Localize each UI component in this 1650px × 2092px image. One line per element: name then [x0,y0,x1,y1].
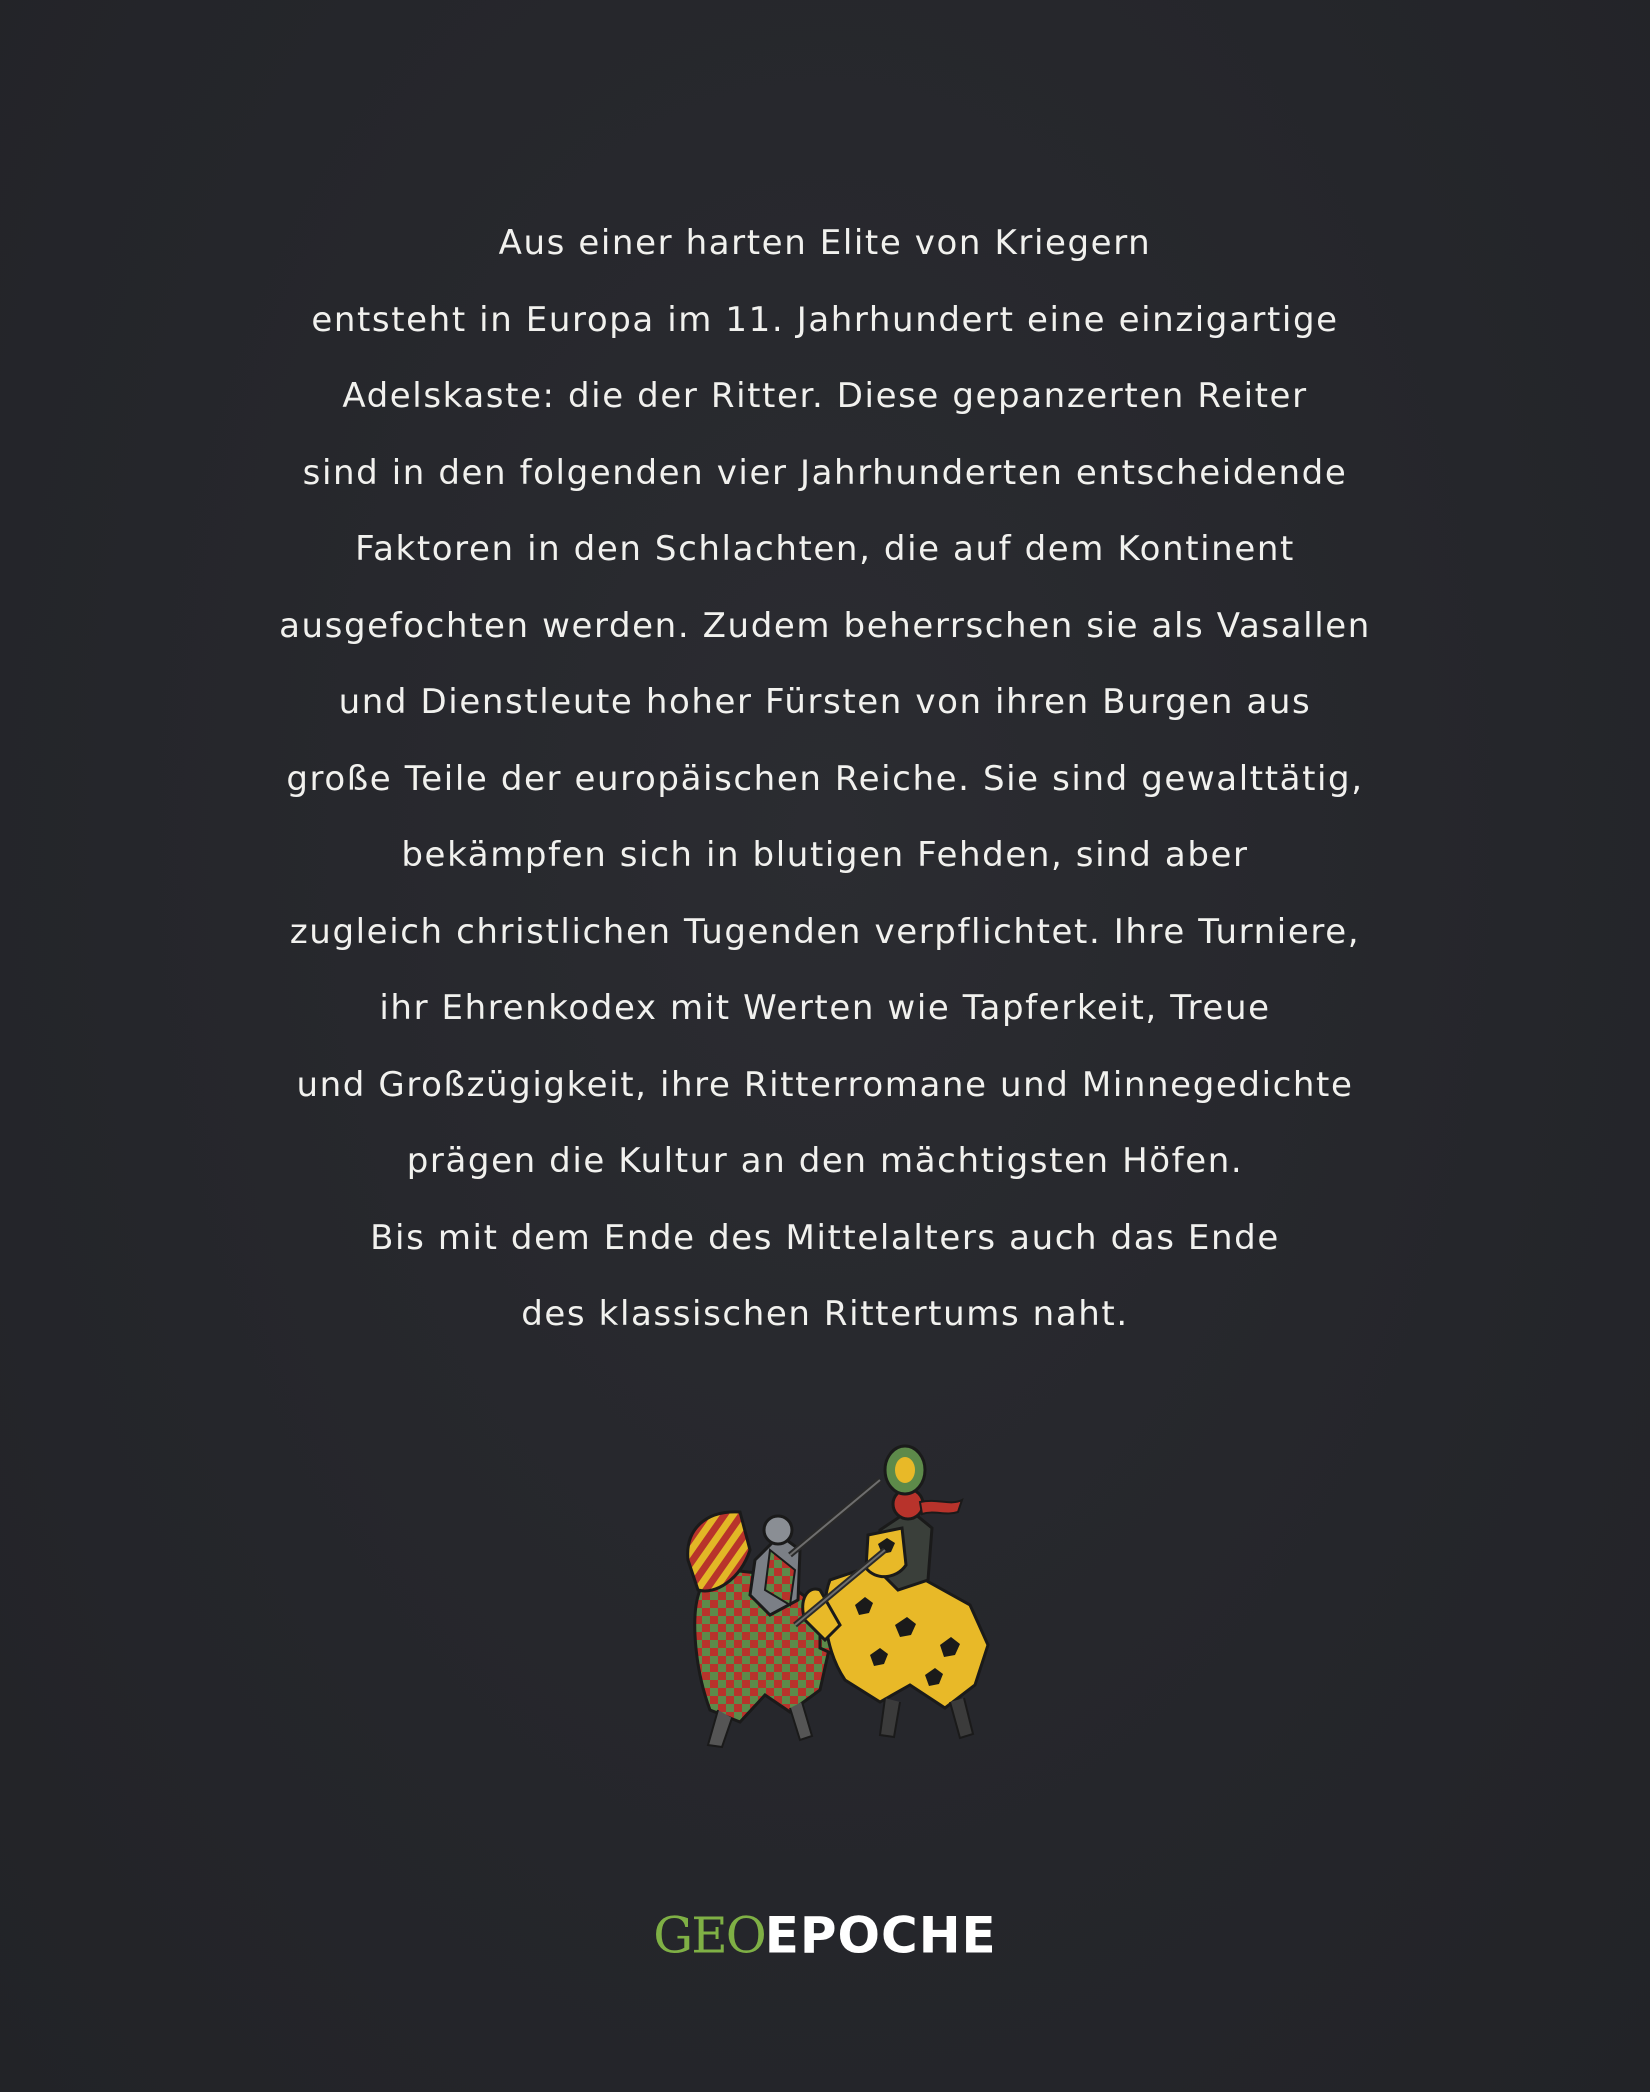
jousting-knights-illustration [670,1440,1000,1760]
intro-line: Aus einer harten Elite von Kriegern [498,223,1152,263]
intro-line: und Dienstleute hoher Fürsten von ihren Burgen aus [338,682,1312,722]
intro-line: zugleich christlichen Tugenden verpflichtet. Ihre Turniere, [289,911,1361,952]
intro-line: des klassischen Rittertums naht. [521,1294,1129,1334]
intro-line: prägen die Kultur an den mächtigsten Höfen. [406,1141,1244,1181]
intro-line: entsteht in Europa im 11. Jahrhundert eine einzigartige [311,299,1339,340]
logo-epoche: EPOCHE [764,1906,997,1965]
intro-line: große Teile der europäischen Reiche. Sie sind gewalttätig, [286,758,1364,799]
intro-line: bekämpfen sich in blutigen Fehden, sind aber [401,835,1249,875]
intro-line: sind in den folgenden vier Jahrhunderten entscheidende [302,452,1348,493]
intro-text [0,205,1650,1353]
intro-line: Adelskaste: die der Ritter. Diese gepanzerten Reiter [342,376,1308,416]
intro-line: ausgefochten werden. Zudem beherrschen sie als Vasallen [279,605,1371,646]
intro-line: Faktoren in den Schlachten, die auf dem Kontinent [355,529,1295,569]
intro-line: ihr Ehrenkodex mit Werten wie Tapferkeit, Treue [379,988,1271,1028]
intro-line: Bis mit dem Ende des Mittelalters auch das Ende [370,1217,1280,1258]
right-horse [803,1565,988,1738]
intro-line: und Großzügigkeit, ihre Ritterromane und Minnegedichte [296,1064,1354,1105]
geo-epoche-logo [0,1900,1650,1971]
logo-geo: GEO [653,1906,765,1965]
